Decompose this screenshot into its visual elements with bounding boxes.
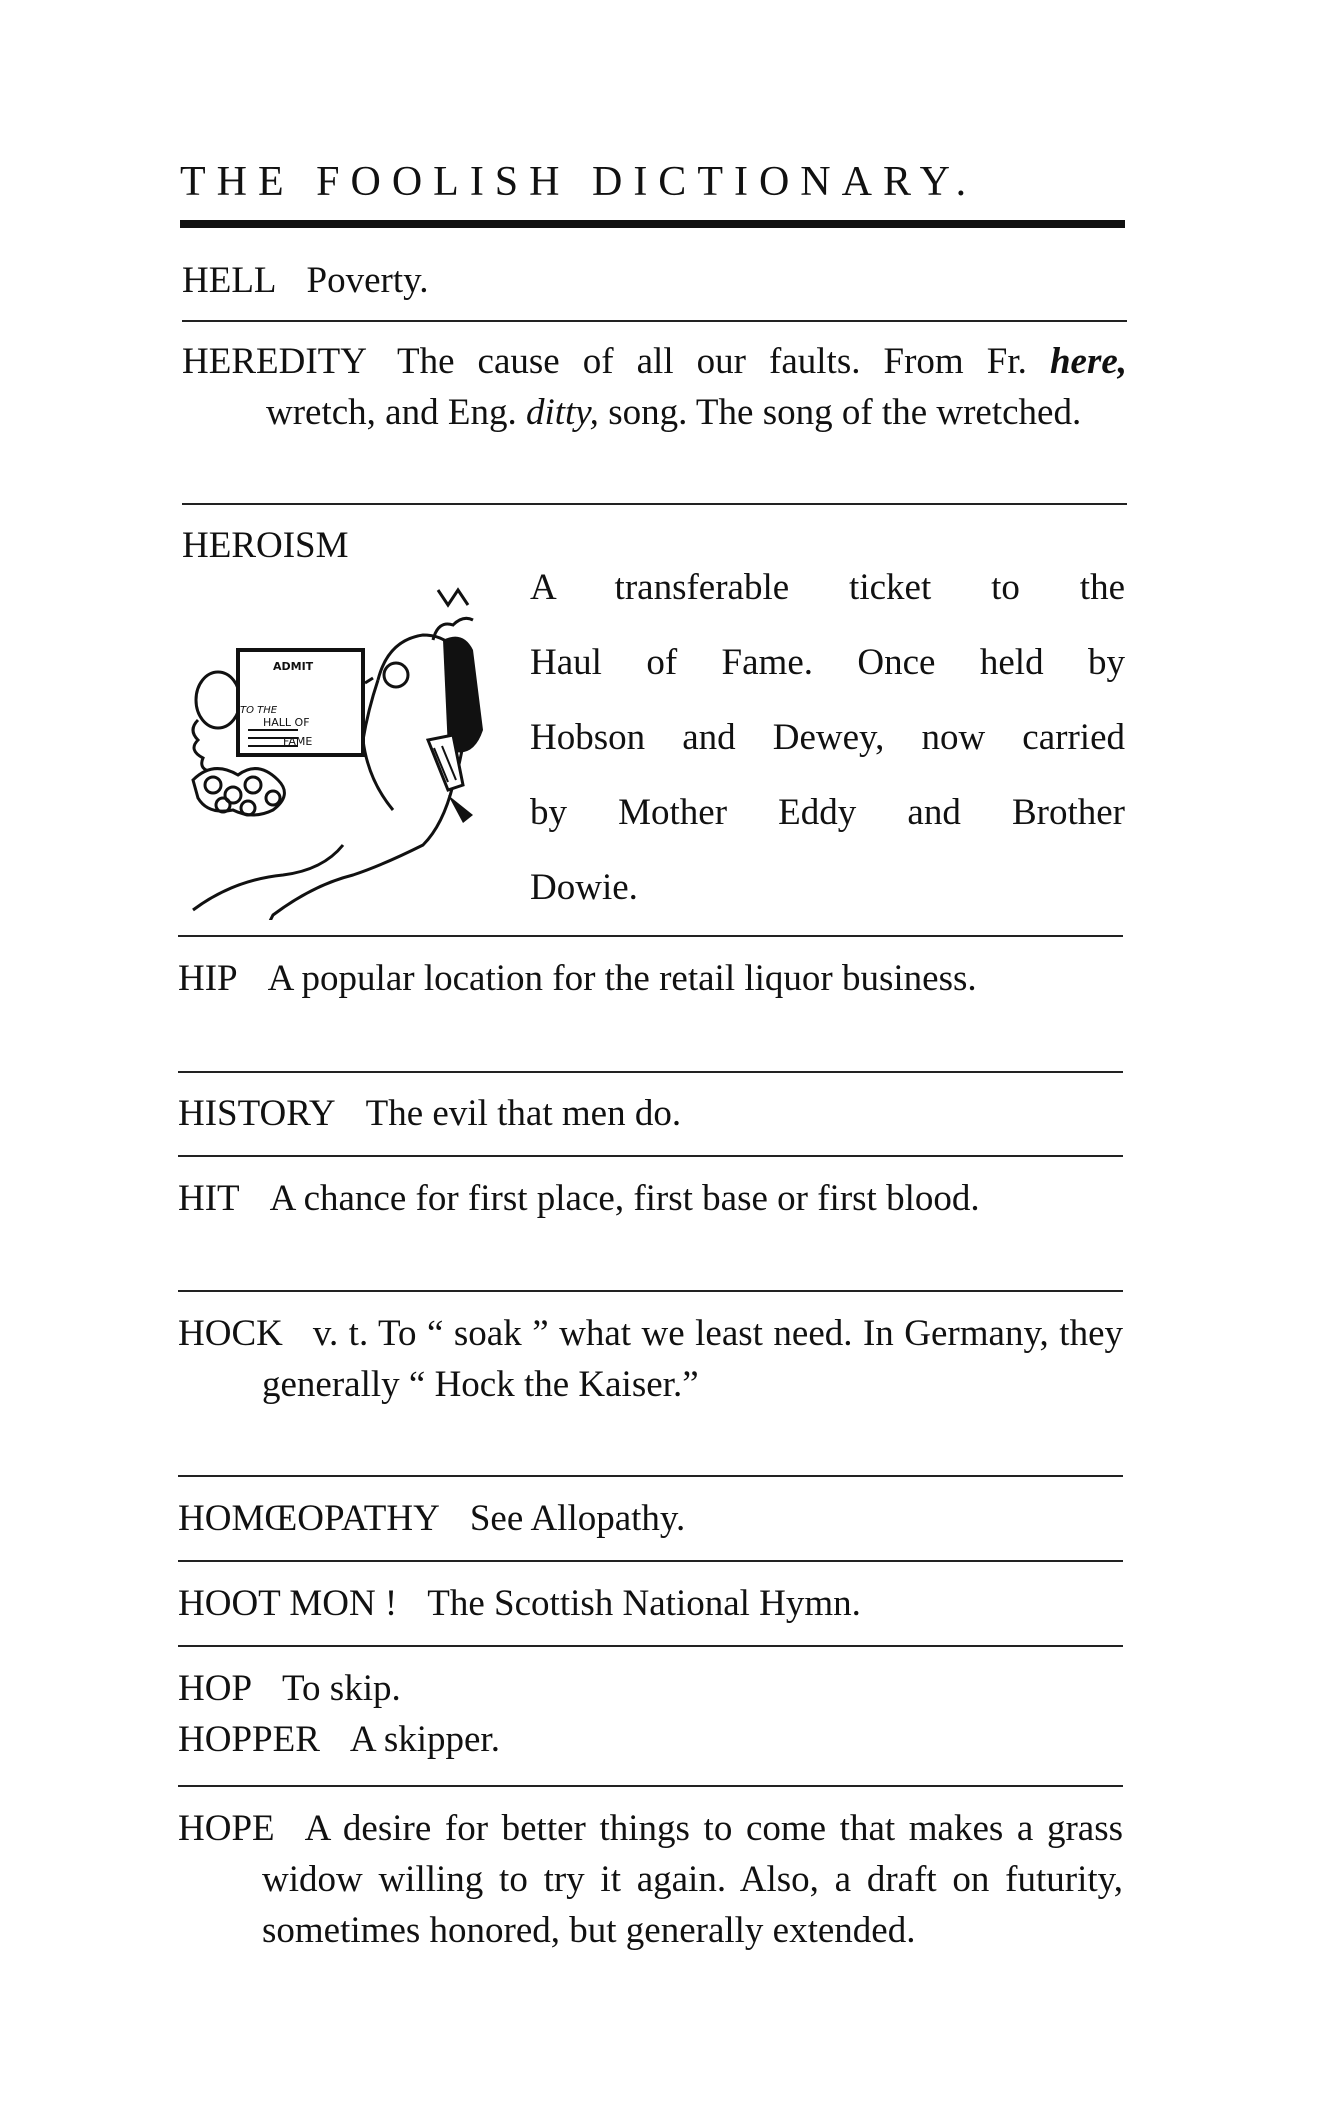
- divider: [178, 1475, 1123, 1477]
- definition: To skip.: [282, 1668, 401, 1709]
- definition: v. t. To “ soak ” what we least need. In Germany, they generally “ Hock the Kaiser.”: [262, 1313, 1123, 1405]
- divider: [182, 320, 1127, 322]
- sign-line: TO THE: [240, 705, 278, 716]
- definition: The cause of all our faults. From Fr.: [396, 341, 1027, 382]
- divider: [178, 1785, 1123, 1787]
- headword: HOCK: [178, 1313, 283, 1354]
- entry-hope: [178, 1803, 1123, 1956]
- headword: HOPE: [178, 1808, 275, 1849]
- divider: [178, 1560, 1123, 1562]
- entry-hop: [178, 1663, 1123, 1765]
- divider: [178, 935, 1123, 937]
- etymology-french: here,: [1049, 341, 1128, 382]
- definition-part: wretch, and Eng.: [266, 392, 517, 433]
- entry-hit: [178, 1173, 1123, 1224]
- headword: HEROISM: [182, 525, 349, 566]
- entry-heroism-headword: [182, 520, 582, 571]
- definition-line: by Mother Eddy and Brother: [530, 792, 1125, 833]
- entry-homoeopathy: [178, 1493, 1123, 1544]
- divider: [178, 1071, 1123, 1073]
- definition: The Scottish National Hymn.: [427, 1583, 861, 1624]
- definition: A chance for first place, first base or first blood.: [269, 1178, 980, 1219]
- running-header: [180, 158, 1130, 206]
- headword: HEREDITY: [182, 341, 367, 382]
- definition: See Allopathy.: [469, 1498, 686, 1539]
- header-rule: [180, 220, 1125, 228]
- etymology-english: ditty,: [525, 392, 599, 433]
- divider: [178, 1290, 1123, 1292]
- entry-hock: [178, 1308, 1123, 1410]
- entry-hip: [178, 953, 1123, 1004]
- definition-line: Dowie.: [530, 867, 638, 908]
- headword: HISTORY: [178, 1093, 336, 1134]
- definition: The evil that men do.: [365, 1093, 682, 1134]
- headword: HOMŒOPATHY: [178, 1498, 440, 1539]
- definition-line: A transferable ticket to the: [530, 567, 1125, 608]
- divider: [178, 1155, 1123, 1157]
- entry-history: [178, 1088, 1123, 1139]
- hall-of-fame-illustration: [178, 570, 518, 920]
- entry-hoot-mon: [178, 1578, 1123, 1629]
- headword: HOP: [178, 1668, 253, 1709]
- sign-line: ADMIT: [273, 660, 314, 673]
- definition: A skipper.: [349, 1719, 500, 1760]
- headword: HIT: [178, 1178, 240, 1219]
- headword: HOOT MON !: [178, 1583, 398, 1624]
- definition-line: Hobson and Dewey, now carried: [530, 717, 1125, 758]
- headword: HOPPER: [178, 1719, 320, 1760]
- divider: [182, 503, 1127, 505]
- page-title: THE FOOLISH DICTIONARY.: [180, 159, 978, 205]
- definition-part: song. The song of the wretched.: [608, 392, 1082, 433]
- entry-heredity: [182, 336, 1127, 438]
- entry-hell: [182, 255, 1132, 306]
- definition: Poverty.: [306, 260, 429, 301]
- sign-line: FAME: [283, 735, 313, 748]
- definition: A desire for better things to come that makes a grass widow willing to try it again. Also, a draft on futurity, sometimes honored, but generally extended.: [262, 1808, 1123, 1951]
- headword: HIP: [178, 958, 238, 999]
- divider: [178, 1645, 1123, 1647]
- headword: HELL: [182, 260, 277, 301]
- definition-line: Haul of Fame. Once held by: [530, 642, 1125, 683]
- definition: A popular location for the retail liquor business.: [267, 958, 977, 999]
- sign-line: HALL OF: [263, 716, 310, 729]
- entry-heroism-definition: [530, 550, 1125, 925]
